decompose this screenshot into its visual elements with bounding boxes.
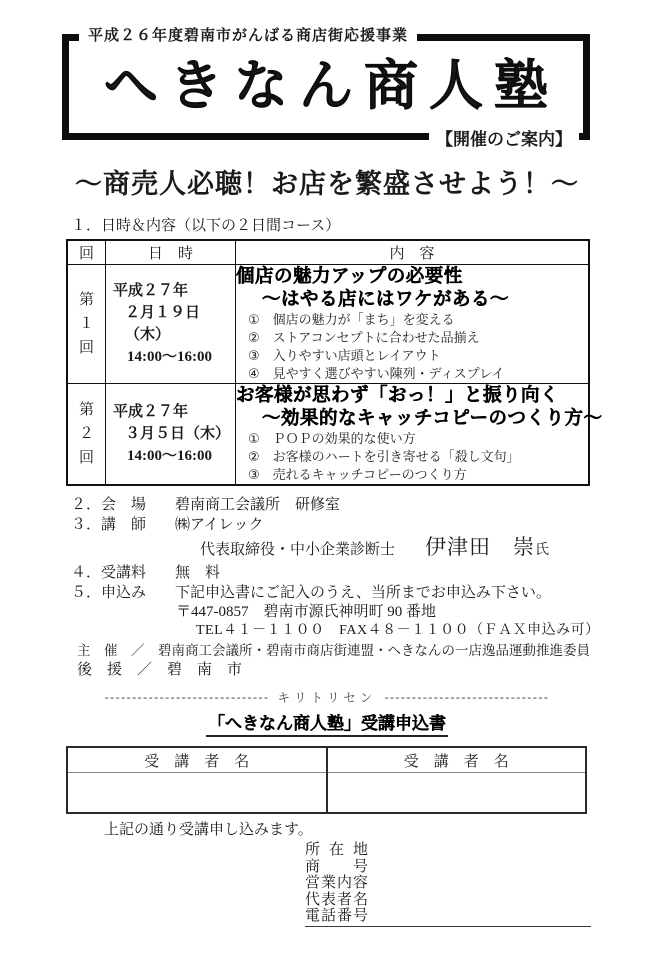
session-1-datetime xyxy=(106,265,236,384)
application-statement: 上記の通り受講申し込みます。 xyxy=(104,822,313,838)
field-label-representative: 代表者名 xyxy=(305,891,368,908)
program-year-label: 平成２６年度碧南市がんばる商店街応援事業 xyxy=(79,24,417,45)
session-1-item-4: ④ 見やすく選びやすい陳列・ディスプレイ xyxy=(248,366,505,381)
venue-label: ２．会 場 xyxy=(71,497,147,513)
table-row-session-2 xyxy=(67,384,589,486)
session-2-item-3: ③ 売れるキャッチコピーのつくり方 xyxy=(248,467,467,482)
lecturer-row xyxy=(0,515,654,535)
flyer-page xyxy=(0,27,654,927)
session-2-title-line1: お客様が思わず「おっ！」と振り向く xyxy=(236,385,560,406)
col-header-session: 回 xyxy=(67,240,106,265)
lecturer-honorific: 氏 xyxy=(535,543,550,558)
schedule-table xyxy=(66,239,603,486)
field-row-trade-name xyxy=(305,859,591,876)
attendee-name-field-1[interactable] xyxy=(67,773,327,814)
session-1-date: ２月１９日（木） xyxy=(125,305,201,343)
table-row-session-1 xyxy=(67,265,589,384)
session-1-item-3: ③ 入りやすい店頭とレイアウト xyxy=(248,348,441,363)
session-2-number-text: 第２回 xyxy=(78,402,94,466)
lecturer-company: ㈱アイレック xyxy=(175,517,264,533)
form-title-wrap xyxy=(0,709,654,737)
session-2-year: 平成２７年 xyxy=(113,404,189,420)
details-section xyxy=(0,495,654,680)
session-1-time: 14:00～16:00 xyxy=(127,349,212,365)
session-1-number xyxy=(67,265,106,384)
field-label-address: 所在地 xyxy=(305,842,368,858)
applicant-fields xyxy=(305,842,591,927)
fee-value: 無 料 xyxy=(175,565,221,581)
announcement-badge: 【開催のご案内】 xyxy=(429,125,579,150)
attendee-name-field-2[interactable] xyxy=(327,773,587,814)
session-2-date: ３月５日（木） xyxy=(125,426,231,442)
lecturer-title: 代表取締役・中小企業診断士 xyxy=(200,542,396,558)
session-2-time: 14:00～16:00 xyxy=(127,448,212,464)
application-form-header-row xyxy=(67,747,586,773)
session-1-number-text: 第１回 xyxy=(78,292,94,356)
support-line: 後 援 ／ 碧 南 市 xyxy=(77,662,243,678)
section-schedule-label: １．日時＆内容（以下の２日間コース） xyxy=(71,218,341,234)
session-1-item-1: ① 個店の魅力が「まち」を変える xyxy=(248,312,455,327)
session-1-content xyxy=(236,265,590,384)
fee-row xyxy=(0,563,654,583)
field-row-address xyxy=(305,842,591,859)
col-header-content: 内 容 xyxy=(236,240,590,265)
session-2-item-1: ① ＰＯＰの効果的な使い方 xyxy=(248,431,416,446)
session-2-item-2: ② お客様のハートを引き寄せる「殺し文句」 xyxy=(248,449,520,464)
col-header-datetime: 日 時 xyxy=(106,240,236,265)
application-form-title: 「へきなん商人塾」受講申込書 xyxy=(206,709,448,737)
session-1-year: 平成２７年 xyxy=(113,283,189,299)
venue-value: 碧南商工会議所 研修室 xyxy=(175,497,341,513)
session-1-title-line1: 個店の魅力アップの必要性 xyxy=(236,266,463,287)
catchphrase: ～商売人必聴！お店を繁盛させよう！～ xyxy=(75,169,579,199)
application-form-entry-row xyxy=(67,773,586,814)
attendee-name-header-2: 受 講 者 名 xyxy=(327,747,587,773)
field-label-business: 営業内容 xyxy=(305,875,368,891)
venue-row xyxy=(0,495,654,515)
application-form-table xyxy=(66,746,587,814)
organizer-line: 主 催 ／ 碧南商工会議所・碧南市商店街連盟・へきなんの一店逸品運動推進委員 xyxy=(77,643,590,658)
field-label-phone: 電話番号 xyxy=(305,908,368,924)
lecturer-name: 伊津田 崇 xyxy=(425,535,536,559)
session-1-title-line2: ～はやる店にはワケがある～ xyxy=(262,289,510,310)
cut-line-dashes-right: ------------------------------ xyxy=(384,689,550,704)
lecturer-label: ３．講 師 xyxy=(71,517,147,533)
apply-label: ５．申込み xyxy=(71,585,147,601)
postal-address: 〒447-0857 碧南市源氏神明町 90 番地 xyxy=(176,604,436,620)
title-frame xyxy=(62,27,590,149)
session-2-number xyxy=(67,384,106,486)
schedule-header-row xyxy=(67,240,589,265)
field-row-representative xyxy=(305,892,591,909)
apply-value: 下記申込書にご記入のうえ、当所までお申込み下さい。 xyxy=(175,585,551,601)
fee-label: ４．受講料 xyxy=(71,565,147,581)
cut-line xyxy=(0,688,654,706)
lecturer-name-row xyxy=(0,535,654,563)
session-2-datetime xyxy=(106,384,236,486)
session-2-title-line2: ～効果的なキャッチコピーのつくり方～ xyxy=(262,408,603,429)
page-title: へきなん商人塾 xyxy=(104,54,559,117)
session-2-content xyxy=(236,384,603,486)
attendee-name-header-1: 受 講 者 名 xyxy=(67,747,327,773)
tel-fax-line: TEL４１－１１００ FAX４８－１１００（ＦＡＸ申込み可） xyxy=(196,623,600,638)
session-1-item-2: ② ストアコンセプトに合わせた品揃え xyxy=(248,330,480,345)
cut-line-dashes-left: ------------------------------ xyxy=(104,689,270,704)
cut-line-label: キリトリセン xyxy=(277,691,377,705)
apply-row xyxy=(0,583,654,603)
field-row-business xyxy=(305,875,591,892)
field-label-trade-name: 商号 xyxy=(305,858,368,875)
